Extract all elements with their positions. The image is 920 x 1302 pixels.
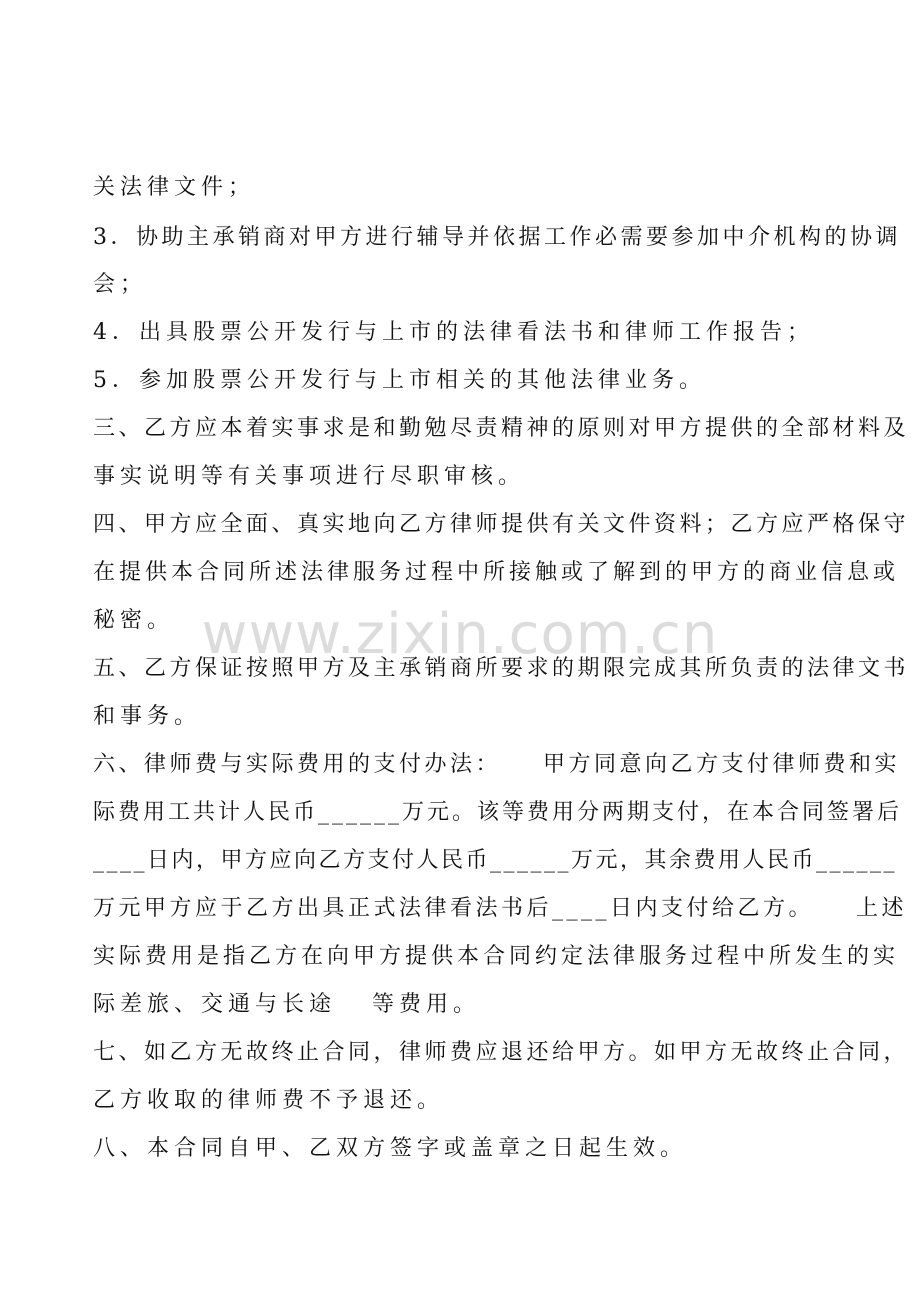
text-line: 5．参加股票公开发行与上市相关的其他法律业务。 [93,368,706,393]
text-line: 乙方收取的律师费不予退还。 [93,1088,445,1113]
text-line: 五、乙方保证按照甲方及主承销商所要求的期限完成其所负责的法律文书 [93,656,910,681]
text-line: 3．协助主承销商对甲方进行辅导并依据工作必需要参加中介机构的协调 [93,225,901,250]
text-line: 万元甲方应于乙方出具正式法律看法书后____日内支付给乙方。 上述 [93,896,907,921]
text-line: 事实说明等有关事项进行尽职审核。 [93,464,526,489]
text-line: 4．出具股票公开发行与上市的法律看法书和律师工作报告； [93,320,814,345]
text-line: 际差旅、交通与长途 等费用。 [93,992,480,1017]
text-line: 实际费用是指乙方在向甲方提供本合同约定法律服务过程中所发生的实 [93,944,900,969]
text-line: 在提供本合同所述法律服务过程中所接触或了解到的甲方的商业信息或 [93,560,900,585]
text-line: 四、甲方应全面、真实地向乙方律师提供有关文件资料；乙方应严格保守 [93,512,910,537]
text-line: 和事务。 [93,704,202,729]
text-line: 八、本合同自甲、乙双方签字或盖章之日起生效。 [93,1136,688,1161]
text-line: 际费用工共计人民币______万元。该等费用分两期支付，在本合同签署后 [93,800,903,825]
text-line: 三、乙方应本着实事求是和勤勉尽责精神的原则对甲方提供的全部材料及 [93,416,910,441]
text-line: 关法律文件； [93,175,256,200]
watermark: www.zixin.com.cn [201,602,719,667]
text-line: 七、如乙方无故终止合同，律师费应退还给甲方。如甲方无故终止合同， [93,1040,910,1065]
text-line: 六、律师费与实际费用的支付办法： 甲方同意向乙方支付律师费和实 [93,752,900,777]
text-line: 会； [93,272,148,297]
text-line: ____日内，甲方应向乙方支付人民币______万元，其余费用人民币______ [93,848,898,873]
text-line: 秘密。 [93,608,175,633]
